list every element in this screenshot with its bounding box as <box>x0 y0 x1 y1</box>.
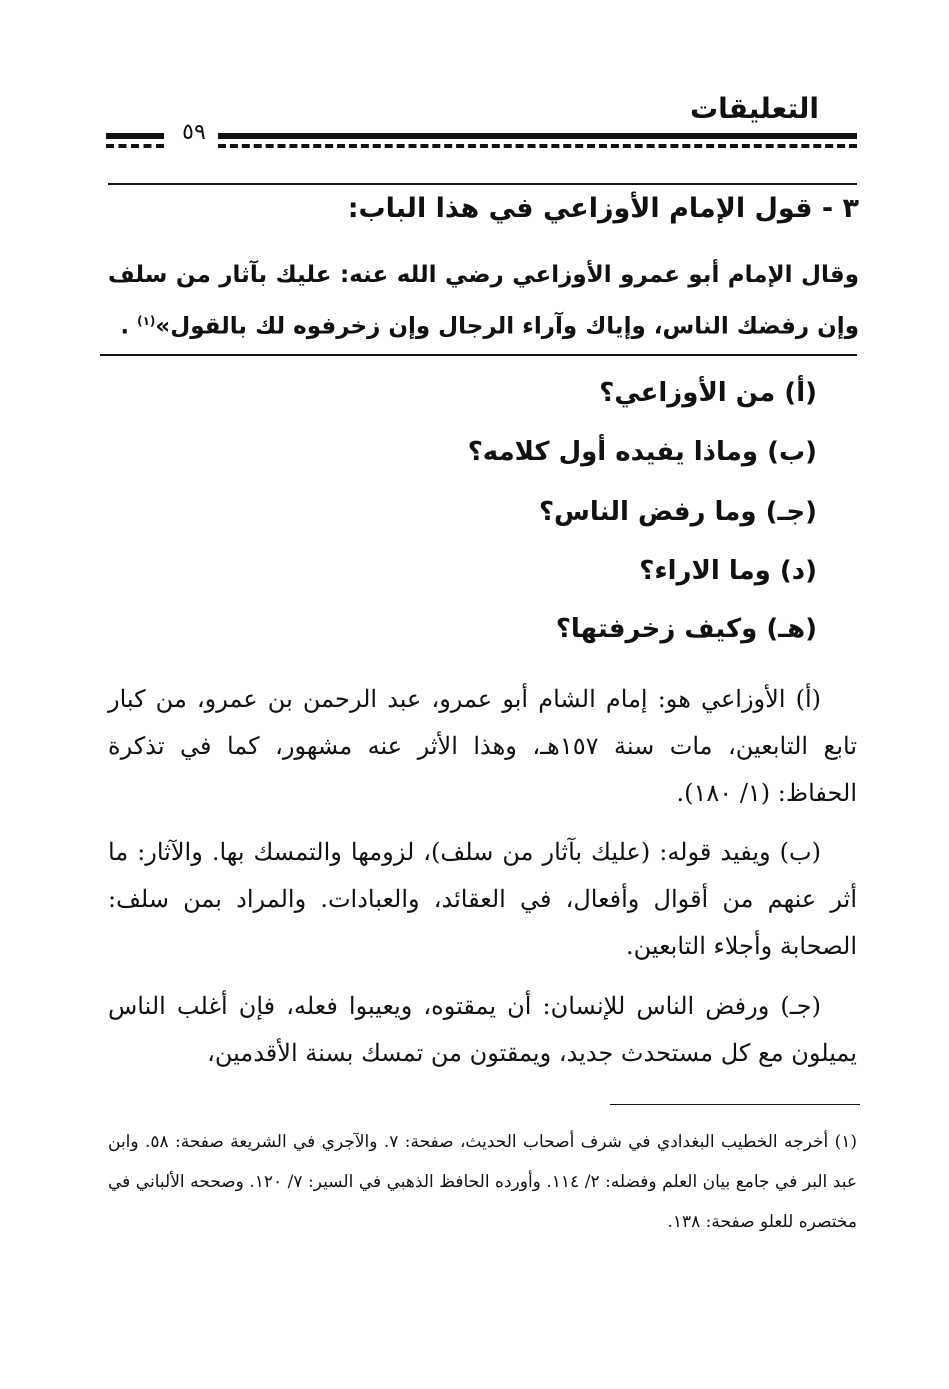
quote-rule-top <box>108 183 857 185</box>
question-e: (هـ) وكيف زخرفتها؟ <box>555 614 817 644</box>
question-b: (ب) وماذا يفيده أول كلامه؟ <box>467 437 817 467</box>
answer-a: (أ) الأوزاعي هو: إمام الشام أبو عمرو، عبد الرحمن بن عمرو، من كبار تابع التابعين، مات سنة ١٥٧هـ، وهذا الأثر عنه مشهور، كما في تذكرة الحفاظ: (١/ ١٨٠). <box>108 685 857 807</box>
question-d: (د) وما الاراء؟ <box>639 556 817 586</box>
header-rule-thick <box>218 133 857 139</box>
header-rule-dashed <box>218 144 857 148</box>
footnote-marker: (١) <box>137 314 156 328</box>
header-rule-left-dashed <box>106 144 164 148</box>
page-number: ٥٩ <box>182 120 206 145</box>
quote-rule-bottom <box>100 354 857 356</box>
quote-text: وقال الإمام أبو عمرو الأوزاعي رضي الله عنه: عليك بآثار من سلف وإن رفضك الناس، وإياك وآراء الرجال وإن زخرفوه لك بالقول» <box>108 262 859 340</box>
header-rule-left-thick <box>106 133 164 139</box>
question-c: (جـ) وما رفض الناس؟ <box>538 497 817 527</box>
quote-block <box>108 252 859 350</box>
question-a: (أ) من الأوزاعي؟ <box>599 378 817 408</box>
quote-end: . <box>120 313 138 340</box>
section-heading: ٣ - قول الإمام الأوزاعي في هذا الباب: <box>347 193 859 224</box>
footnote-rule <box>610 1104 860 1105</box>
footnote: (١) أخرجه الخطيب البغدادي في شرف أصحاب الحديث، صفحة: ٧. والآجري في الشريعة صفحة: ٥٨. وابن عبد البر في جامع بيان العلم وفضله: ٢/ ١١٤. وأورده الحافظ الذهبي في السير: ٧/ ١٢٠. وصححه الألباني في مختصره للعلو صفحة: ١٣٨. <box>108 1132 857 1232</box>
running-header-title: التعليقات <box>689 92 819 125</box>
answer-b: (ب) ويفيد قوله: (عليك بآثار من سلف)، لزومها والتمسك بها. والآثار: ما أثر عنهم من أقوال وأفعال، في العقائد، والعبادات. والمراد بمن سلف: الصحابة وأجلاء التابعين. <box>108 838 857 960</box>
answer-c: (جـ) ورفض الناس للإنسان: أن يمقتوه، ويعيبوا فعله، فإن أغلب الناس يميلون مع كل مستحدث جديد، ويمقتون من تمسك بسنة الأقدمين، <box>108 992 857 1067</box>
